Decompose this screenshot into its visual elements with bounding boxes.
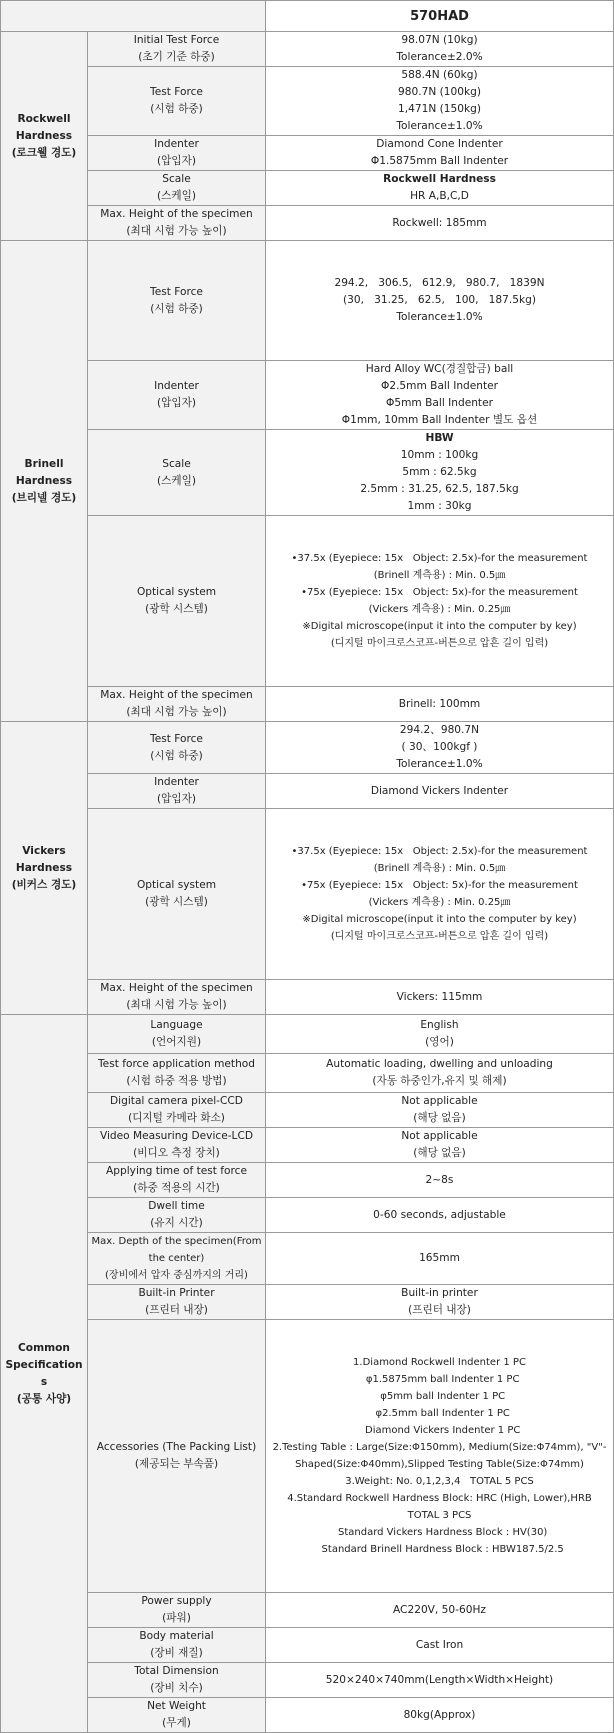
- table-row: [1, 1628, 614, 1663]
- spec-value: Vickers: 115mm: [266, 980, 614, 1015]
- spec-label: Power supply (파워): [88, 1593, 266, 1628]
- table-row: [1, 1698, 614, 1733]
- spec-label: Optical system (광학 시스템): [88, 809, 266, 980]
- table-row: [1, 722, 614, 774]
- spec-label: Dwell time (유지 시간): [88, 1198, 266, 1233]
- spec-label: Max. Height of the specimen (최대 시험 가능 높이): [88, 980, 266, 1015]
- spec-value: 0-60 seconds, adjustable: [266, 1198, 614, 1233]
- table-row: [1, 1593, 614, 1628]
- table-row: [1, 361, 614, 430]
- spec-value: 294.2、980.7N ( 30、100kgf ) Tolerance±1.0%: [266, 722, 614, 774]
- spec-value: 2~8s: [266, 1163, 614, 1198]
- spec-value: •37.5x (Eyepiece: 15x Object: 2.5x)-for the measurement (Brinell 계측용) : Min. 0.5㎛ •75x (Eyepiece: 15x Object: 5x)-for the measurement (Vickers 계측용) : Min. 0.25㎛ ※Digital microscope(input it into the computer by key) (디지털 마이크로스코프-버튼으로 압흔 길이 입력): [266, 809, 614, 980]
- table-row: [1, 1163, 614, 1198]
- spec-value: 520×240×740mm(Length×Width×Height): [266, 1663, 614, 1698]
- spec-value: 294.2, 306.5, 612.9, 980.7, 1839N (30, 31.25, 62.5, 100, 187.5kg) Tolerance±1.0%: [266, 241, 614, 361]
- spec-label: Max. Depth of the specimen(From the center) (장비에서 압자 중심까지의 거리): [88, 1233, 266, 1285]
- model-name: 570HAD: [266, 1, 614, 32]
- spec-label: Video Measuring Device-LCD (비디오 측정 장치): [88, 1128, 266, 1163]
- spec-value: 80kg(Approx): [266, 1698, 614, 1733]
- spec-value: 98.07N (10kg) Tolerance±2.0%: [266, 32, 614, 67]
- table-row: [1, 32, 614, 67]
- header-corner: [1, 1, 266, 32]
- table-row: [1, 516, 614, 687]
- table-row: [1, 1015, 614, 1054]
- spec-label: Test Force (시험 하중): [88, 67, 266, 136]
- spec-value: AC220V, 50-60Hz: [266, 1593, 614, 1628]
- spec-label: Indenter (압입자): [88, 774, 266, 809]
- table-row: [1, 241, 614, 361]
- spec-label: Net Weight (무게): [88, 1698, 266, 1733]
- spec-label: Indenter (압입자): [88, 136, 266, 171]
- spec-value: Diamond Cone Indenter Φ1.5875mm Ball Indenter: [266, 136, 614, 171]
- table-row: [1, 67, 614, 136]
- spec-label: Max. Height of the specimen (최대 시험 가능 높이): [88, 206, 266, 241]
- section-title-brinell: Brinell Hardness (브리넬 경도): [1, 241, 88, 722]
- table-row: [1, 809, 614, 980]
- spec-value: English (영어): [266, 1015, 614, 1054]
- spec-value: Not applicable (해당 없음): [266, 1093, 614, 1128]
- table-row: [1, 430, 614, 516]
- spec-value: 165mm: [266, 1233, 614, 1285]
- spec-value: Not applicable (해당 없음): [266, 1128, 614, 1163]
- table-row: [1, 774, 614, 809]
- table-row: [1, 1054, 614, 1093]
- table-row: [1, 1233, 614, 1285]
- table-row: [1, 206, 614, 241]
- section-title-common: Common Specifications (공통 사양): [1, 1015, 88, 1733]
- spec-value: Diamond Vickers Indenter: [266, 774, 614, 809]
- spec-value: Cast Iron: [266, 1628, 614, 1663]
- spec-value: 1.Diamond Rockwell Indenter 1 PC φ1.5875mm ball Indenter 1 PC φ5mm ball Indenter 1 PC φ2.5mm ball Indenter 1 PC Diamond Vickers Indenter 1 PC 2.Testing Table : Large(Size:Φ150mm), Medium(Size:Φ74mm), "V"- Shaped(Size:Φ40mm),Slipped Testing Table(Size:Φ74mm) 3.Weight: No. 0,1,2,3,4 TOTAL 5 PCS 4.Standard Rockwell Hardness Block: HRC (High, Lower),HRB TOTAL 3 PCS Standard Vickers Hardness Block : HV(30) Standard Brinell Hardness Block : HBW187.5/2.5: [266, 1320, 614, 1593]
- spec-label: Scale (스케일): [88, 171, 266, 206]
- table-row: [1, 1128, 614, 1163]
- spec-value: Rockwell: 185mm: [266, 206, 614, 241]
- spec-value: 588.4N (60kg) 980.7N (100kg) 1,471N (150kg) Tolerance±1.0%: [266, 67, 614, 136]
- spec-value: Built-in printer (프린터 내장): [266, 1285, 614, 1320]
- section-title-rockwell: Rockwell Hardness (로크웰 경도): [1, 32, 88, 241]
- spec-label: Digital camera pixel-CCD (디지털 카메라 화소): [88, 1093, 266, 1128]
- section-title-vickers: Vickers Hardness (비커스 경도): [1, 722, 88, 1015]
- spec-value: •37.5x (Eyepiece: 15x Object: 2.5x)-for the measurement (Brinell 계측용) : Min. 0.5㎛ •75x (Eyepiece: 15x Object: 5x)-for the measurement (Vickers 계측용) : Min. 0.25㎛ ※Digital microscope(input it into the computer by key) (디지털 마이크로스코프-버튼으로 압흔 길이 입력): [266, 516, 614, 687]
- table-row: [1, 1663, 614, 1698]
- spec-value: HBW 10mm : 100kg 5mm : 62.5kg 2.5mm : 31.25, 62.5, 187.5kg 1mm : 30kg: [266, 430, 614, 516]
- spec-label: Initial Test Force (초기 기준 하중): [88, 32, 266, 67]
- table-row: [1, 136, 614, 171]
- spec-label: Total Dimension (장비 치수): [88, 1663, 266, 1698]
- spec-label: Body material (장비 재질): [88, 1628, 266, 1663]
- table-row: [1, 171, 614, 206]
- spec-label: Language (언어지원): [88, 1015, 266, 1054]
- spec-label: Accessories (The Packing List) (제공되는 부속품): [88, 1320, 266, 1593]
- spec-label: Built-in Printer (프린터 내장): [88, 1285, 266, 1320]
- spec-value: Automatic loading, dwelling and unloading (자동 하중인가,유지 및 해제): [266, 1054, 614, 1093]
- header-row: [1, 1, 614, 32]
- table-row: [1, 1198, 614, 1233]
- spec-label: Test Force (시험 하중): [88, 241, 266, 361]
- spec-label: Indenter (압입자): [88, 361, 266, 430]
- table-row: [1, 980, 614, 1015]
- spec-label: Test Force (시험 하중): [88, 722, 266, 774]
- table-row: [1, 687, 614, 722]
- spec-label: Max. Height of the specimen (최대 시험 가능 높이): [88, 687, 266, 722]
- spec-label: Scale (스케일): [88, 430, 266, 516]
- spec-label: Test force application method (시험 하중 적용 방법): [88, 1054, 266, 1093]
- spec-value: Brinell: 100mm: [266, 687, 614, 722]
- spec-value: Rockwell Hardness HR A,B,C,D: [266, 171, 614, 206]
- table-row: [1, 1285, 614, 1320]
- spec-value: Hard Alloy WC(경질합금) ball Φ2.5mm Ball Indenter Φ5mm Ball Indenter Φ1mm, 10mm Ball Indenter 별도 옵션: [266, 361, 614, 430]
- table-row: [1, 1320, 614, 1593]
- spec-label: Applying time of test force (하중 적용의 시간): [88, 1163, 266, 1198]
- table-row: [1, 1093, 614, 1128]
- spec-label: Optical system (광학 시스템): [88, 516, 266, 687]
